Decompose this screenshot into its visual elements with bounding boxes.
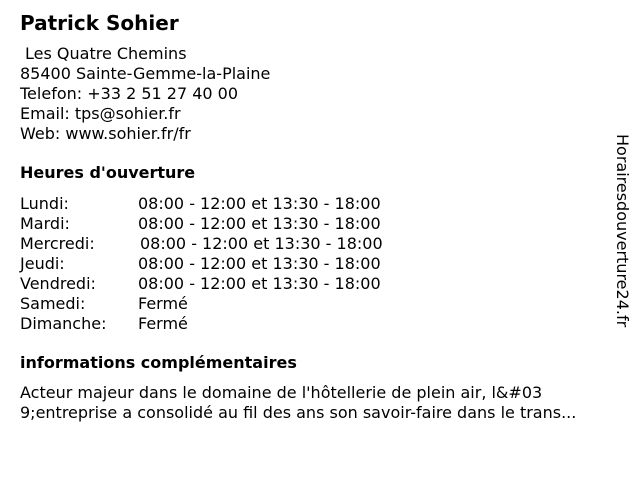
day-label: Dimanche: [20,314,107,333]
additional-info-heading: informations complémentaires [20,353,297,372]
hours-row-saturday [20,294,440,314]
contact-block [20,44,270,144]
email-address: Email: tps@sohier.fr [20,104,181,123]
day-label: Mardi: [20,214,70,233]
day-label: Vendredi: [20,274,96,293]
opening-hours-heading: Heures d'ouverture [20,163,196,182]
website: Web: www.sohier.fr/fr [20,124,191,143]
street-address: Les Quatre Chemins [25,44,187,63]
hours-row-tuesday [20,214,440,234]
day-hours: Fermé [138,314,188,333]
day-hours: 08:00 - 12:00 et 13:30 - 18:00 [140,234,383,253]
postal-city: 85400 Sainte-Gemme-la-Plaine [20,64,271,83]
day-hours: 08:00 - 12:00 et 13:30 - 18:00 [138,254,381,273]
day-hours: 08:00 - 12:00 et 13:30 - 18:00 [138,194,381,213]
day-label: Lundi: [20,194,69,213]
opening-hours-table [20,194,440,334]
hours-row-wednesday [20,234,440,254]
site-watermark [612,134,632,374]
description-line-1: Acteur majeur dans le domaine de l'hôtellerie de plein air, l&#03 [20,383,543,402]
day-hours: 08:00 - 12:00 et 13:30 - 18:00 [138,214,381,233]
day-hours: Fermé [138,294,188,313]
day-label: Samedi: [20,294,86,313]
hours-row-thursday [20,254,440,274]
day-label: Mercredi: [20,234,95,253]
hours-row-monday [20,194,440,214]
hours-row-sunday [20,314,440,334]
day-hours: 08:00 - 12:00 et 13:30 - 18:00 [138,274,381,293]
hours-row-friday [20,274,440,294]
watermark-text: Horairesdouverture24.fr [613,134,632,328]
day-label: Jeudi: [20,254,65,273]
description-line-2: 9;entreprise a consolidé au fil des ans son savoir-faire dans le trans... [20,403,577,422]
business-name: Patrick Sohier [20,11,179,35]
additional-info-text [20,383,576,423]
phone-number: Telefon: +33 2 51 27 40 00 [20,84,239,103]
